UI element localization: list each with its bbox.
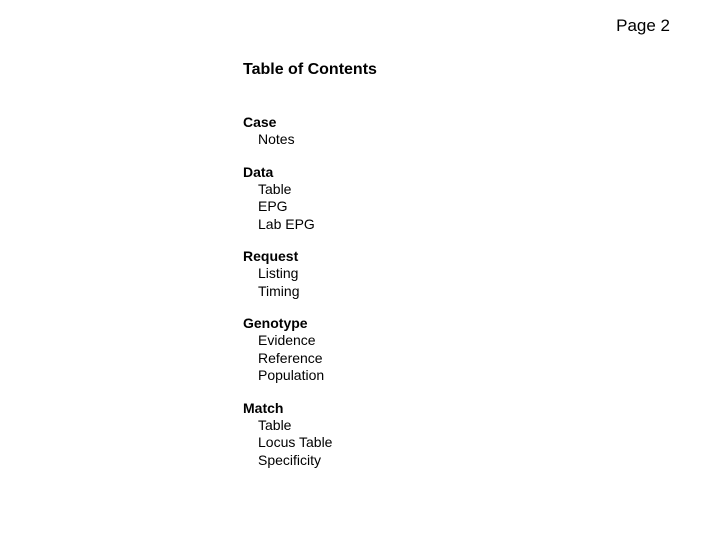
toc-item-evidence[interactable]: Evidence [258,332,316,348]
table-of-contents [243,60,543,484]
toc-item-notes[interactable]: Notes [258,131,295,147]
toc-section-case [243,114,543,149]
toc-list-genotype [243,332,543,385]
toc-heading-match: Match [243,399,284,416]
toc-heading-data: Data [243,163,274,180]
toc-heading-genotype: Genotype [243,315,308,331]
toc-item-table[interactable]: Table [258,180,292,197]
toc-title: Table of Contents [243,61,377,78]
toc-item-population[interactable]: Population [258,367,325,383]
toc-section-match [243,400,543,470]
toc-item-reference[interactable]: Reference [258,349,323,366]
toc-item-listing[interactable]: Listing [258,265,299,281]
toc-list-match [243,417,543,470]
toc-section-genotype [243,315,543,385]
toc-list-data [243,181,543,234]
toc-section-data [243,164,543,234]
page-number: Page 2 [616,16,670,35]
toc-item-timing[interactable]: Timing [258,282,300,299]
toc-heading-request: Request [243,248,299,264]
toc-heading-case: Case [243,114,277,130]
toc-section-request [243,248,543,300]
toc-item-lab-epg[interactable]: Lab EPG [258,215,315,232]
toc-item-match-table[interactable]: Table [258,416,292,433]
toc-item-locus-table[interactable]: Locus Table [258,434,333,450]
toc-item-epg[interactable]: EPG [258,198,288,214]
toc-list-request [243,265,543,300]
toc-item-specificity[interactable]: Specificity [258,451,322,468]
toc-list-case [243,131,543,149]
